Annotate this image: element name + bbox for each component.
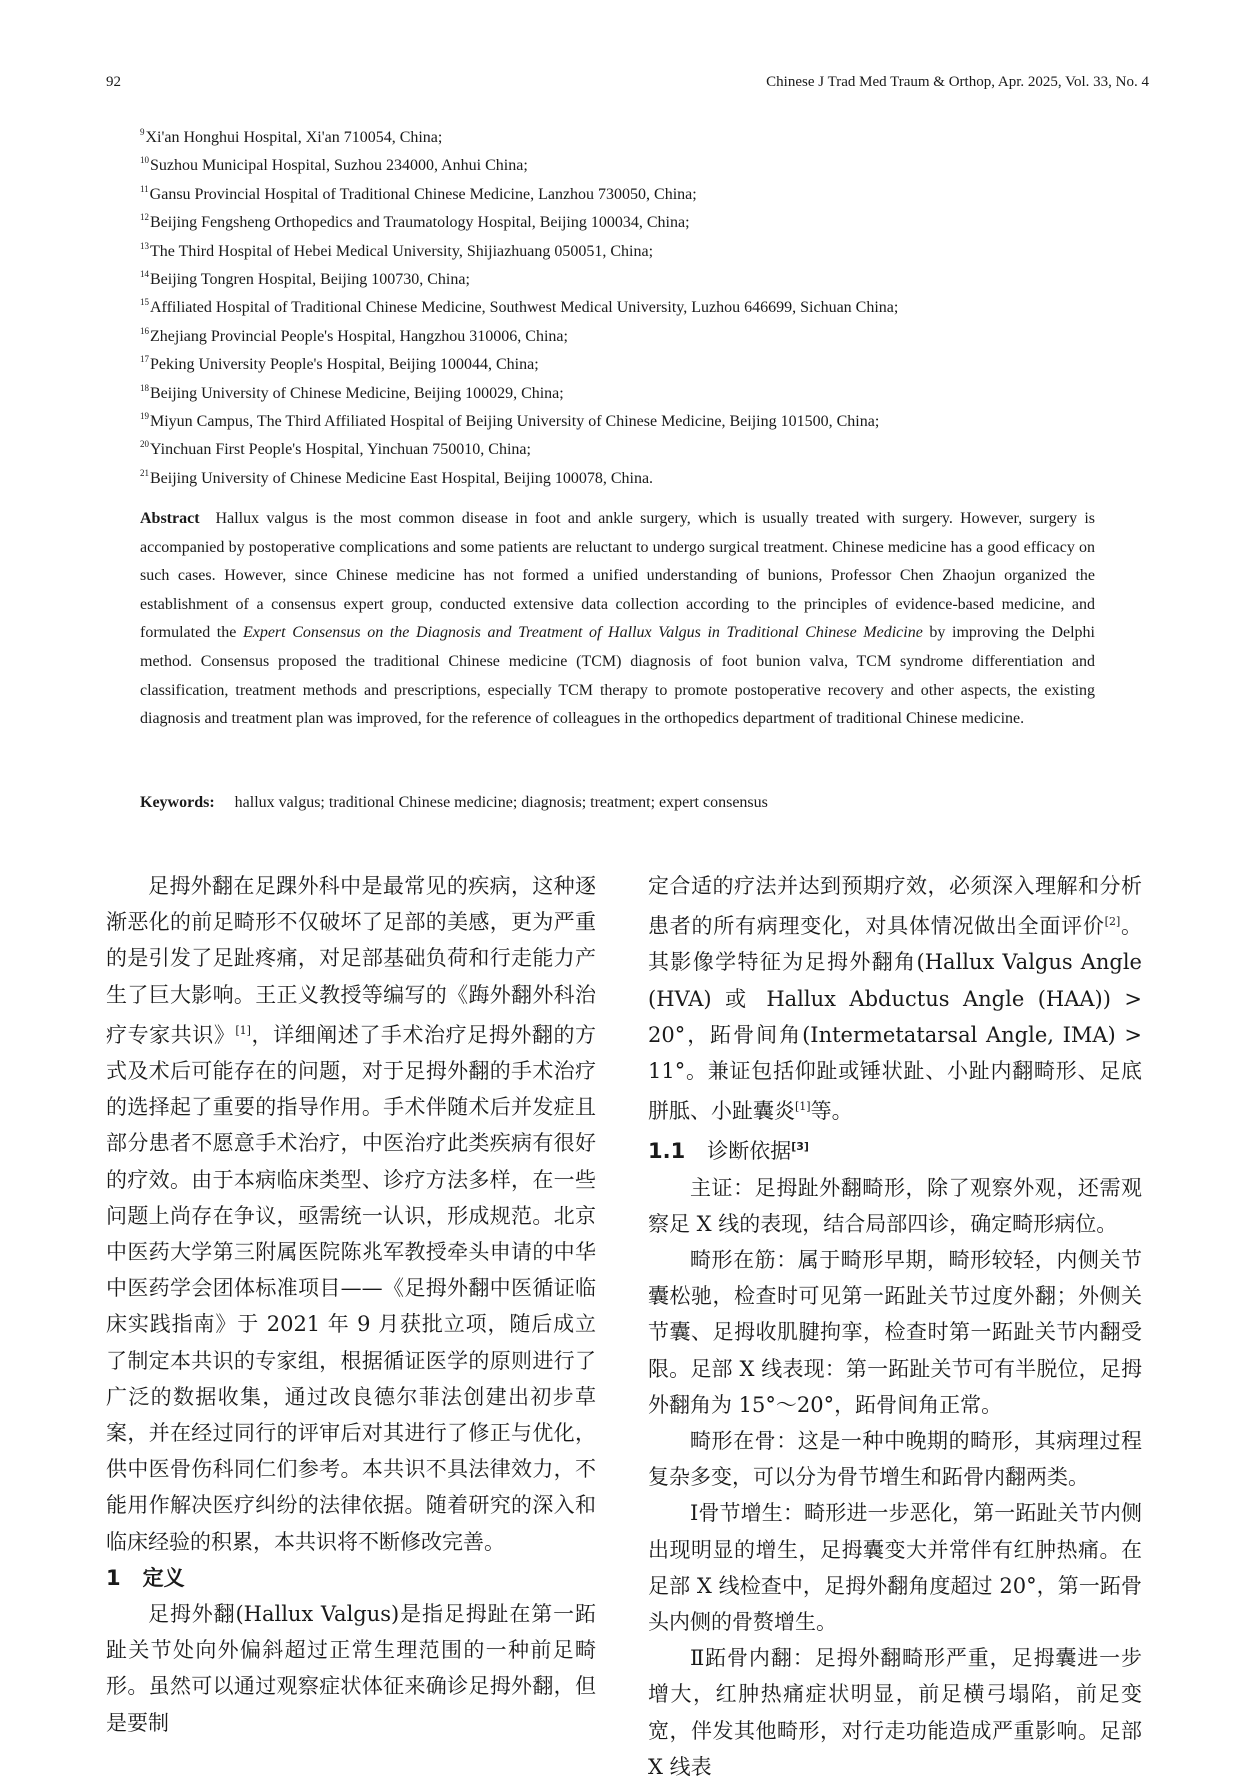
affiliation-item: $^{20}$Yinchuan First People's Hospital, Yinchuan 750010, China; <box>140 439 531 459</box>
abstract <box>140 505 1095 734</box>
abstract-text: by improving the Delphi method. Consensus proposed the traditional Chinese medicine (TCM) diagnosis of foot bunion valva, TCM syndrome differentiation and classification, treatment methods and prescriptions, especially TCM therapy to promote postoperative recovery and other aspects, the existing diagnosis and treatment plan was improved, for the reference of colleagues in the orthopedics department of traditional Chinese medicine. <box>140 624 1095 728</box>
body-paragraph: 足拇外翻在足踝外科中是最常见的疾病，这种逐渐恶化的前足畸形不仅破坏了足部的美感，更为严重的是引发了足趾疼痛，对足部基础负荷和行走能力产生了巨大影响。王正义教授等编写的《踇外翻外科治疗专家共识》[1]，详细阐述了手术治疗足拇外翻的方式及术后可能存在的问题，对于足拇外翻的手术治疗的选择起了重要的指导作用。手术伴随术后并发症且部分患者不愿意手术治疗，中医治疗此类疾病有很好的疗效。由于本病临床类型、诊疗方法多样，在一些问题上尚存在争议，亟需统一认识，形成规范。北京中医药大学第三附属医院陈兆军教授牵头申请的中华中医药学会团体标准项目——《足拇外翻中医循证临床实践指南》于 2021 年 9 月获批立项，随后成立了制定本共识的专家组，根据循证医学的原则进行了广泛的数据收集，通过改良德尔菲法创建出初步草案，并在经过同行的评审后对其进行了修正与优化，供中医骨伤科同仁们参考。本共识不具法律效力，不能用作解决医疗纠纷的法律依据。随着研究的深入和临床经验的积累，本共识将不断修改完善。 <box>106 874 597 1554</box>
affiliation-item: $^{15}$Affiliated Hospital of Traditional Chinese Medicine, Southwest Medical University, Luzhou 646699, Sichuan China; <box>140 297 899 317</box>
abstract-label: Abstract <box>140 510 200 527</box>
affiliation-item: $^{10}$Suzhou Municipal Hospital, Suzhou 234000, Anhui China; <box>140 155 528 175</box>
abstract-text: Hallux valgus is the most common disease in foot and ankle surgery, which is usually treated with surgery. However, surgery is accompanied by postoperative complications and some patients are reluctant to undergo surgical treatment. Chinese medicine has a good efficacy on such cases. However, since Chinese medicine has not formed a unified understanding of bunions, Professor Chen Zhaojun organized the establishment of a consensus expert group, conducted extensive data collection according to the principles of evidence-based medicine, and formulated the <box>140 510 1095 642</box>
journal-header: Chinese J Trad Med Traum & Orthop, Apr. 2025, Vol. 33, No. 4 <box>766 74 1149 90</box>
body-paragraph: 畸形在筋：属于畸形早期，畸形较轻，内侧关节囊松驰，检查时可见第一跖趾关节过度外翻；外侧关节囊、足拇收肌腱拘挛，检查时第一跖趾关节内翻受限。足部 X 线表现：第一跖趾关节可有半脱位，足拇外翻角为 15°～20°，跖骨间角正常。 <box>648 1248 1142 1417</box>
body-paragraph: Ⅱ跖骨内翻：足拇外翻畸形严重，足拇囊进一步增大，红肿热痛症状明显，前足横弓塌陷，前足变宽，伴发其他畸形，对行走功能造成严重影响。足部 X 线表 <box>648 1646 1142 1779</box>
keywords-label: Keywords: <box>140 794 215 811</box>
citation: [2] <box>1104 915 1121 929</box>
section-heading: 1 定义 <box>106 1565 185 1590</box>
affiliation-item: $^{13}$The Third Hospital of Hebei Medical University, Shijiazhuang 050051, China; <box>140 240 654 260</box>
left-column <box>106 868 596 1741</box>
affiliation-item: $^{12}$Beijing Fengsheng Orthopedics and Traumatology Hospital, Beijing 100034, China; <box>140 212 690 232</box>
citation: [1] <box>795 1100 811 1114</box>
right-column <box>648 868 1142 1785</box>
keywords <box>140 794 768 812</box>
body-paragraph: Ⅰ骨节增生：畸形进一步恶化，第一跖趾关节内侧出现明显的增生，足拇囊变大并常伴有红肿热痛。在足部 X 线检查中，足拇外翻角度超过 20°，第一跖骨头内侧的骨赘增生。 <box>648 1501 1142 1635</box>
abstract-title-italic: Expert Consensus on the Diagnosis and Treatment of Hallux Valgus in Traditional Chinese Medicine <box>242 624 923 642</box>
body-paragraph: 定合适的疗法并达到预期疗效，必须深入理解和分析患者的所有病理变化，对具体情况做出全面评价[2]。其影像学特征为足拇外翻角(Hallux Valgus Angle (HVA) 或 Hallux Abductus Angle (HAA)) > 20°，跖骨间角(Intermetatarsal Angle, IMA) > 11°。兼证包括仰趾或锤状趾、小趾内翻畸形、足底胼胝、小趾囊炎[1]等。 <box>648 874 1143 1124</box>
affiliation-item: $^9$Xi'an Honghui Hospital, Xi'an 710054, China; <box>140 127 443 146</box>
citation: [1] <box>235 1023 251 1037</box>
affiliation-item: $^{21}$Beijing University of Chinese Medicine East Hospital, Beijing 100078, China. <box>140 467 654 487</box>
body-paragraph: 主证：足拇趾外翻畸形，除了观察外观，还需观察足 X 线的表现，结合局部四诊，确定畸形病位。 <box>648 1175 1142 1236</box>
page-number: 92 <box>106 74 121 90</box>
affiliation-item: $^{16}$Zhejiang Provincial People's Hospital, Hangzhou 310006, China; <box>140 325 568 345</box>
body-paragraph: 足拇外翻(Hallux Valgus)是指足拇趾在第一跖趾关节处向外偏斜超过正常生理范围的一种前足畸形。虽然可以通过观察症状体征来确诊足拇外翻，但是要制 <box>106 1602 596 1735</box>
affiliation-item: $^{11}$Gansu Provincial Hospital of Traditional Chinese Medicine, Lanzhou 730050, China; <box>140 183 697 203</box>
body-paragraph: 畸形在骨：这是一种中晚期的畸形，其病理过程复杂多变，可以分为骨节增生和跖骨内翻两类。 <box>648 1429 1142 1490</box>
affiliation-item: $^{14}$Beijing Tongren Hospital, Beijing 100730, China; <box>140 268 470 288</box>
affiliation-list <box>140 118 1140 487</box>
affiliation-item: $^{17}$Peking University People's Hospital, Beijing 100044, China; <box>140 354 539 374</box>
affiliation-item: $^{18}$Beijing University of Chinese Medicine, Beijing 100029, China; <box>140 382 564 402</box>
citation: [3] <box>791 1140 809 1154</box>
subsection-heading: 1.1 诊断依据[3] <box>648 1139 809 1164</box>
affiliation-item: $^{19}$Miyun Campus, The Third Affiliated Hospital of Beijing University of Chinese Medicine, Beijing 101500, China; <box>140 410 880 430</box>
keywords-text: hallux valgus; traditional Chinese medicine; diagnosis; treatment; expert consensus <box>234 794 768 811</box>
